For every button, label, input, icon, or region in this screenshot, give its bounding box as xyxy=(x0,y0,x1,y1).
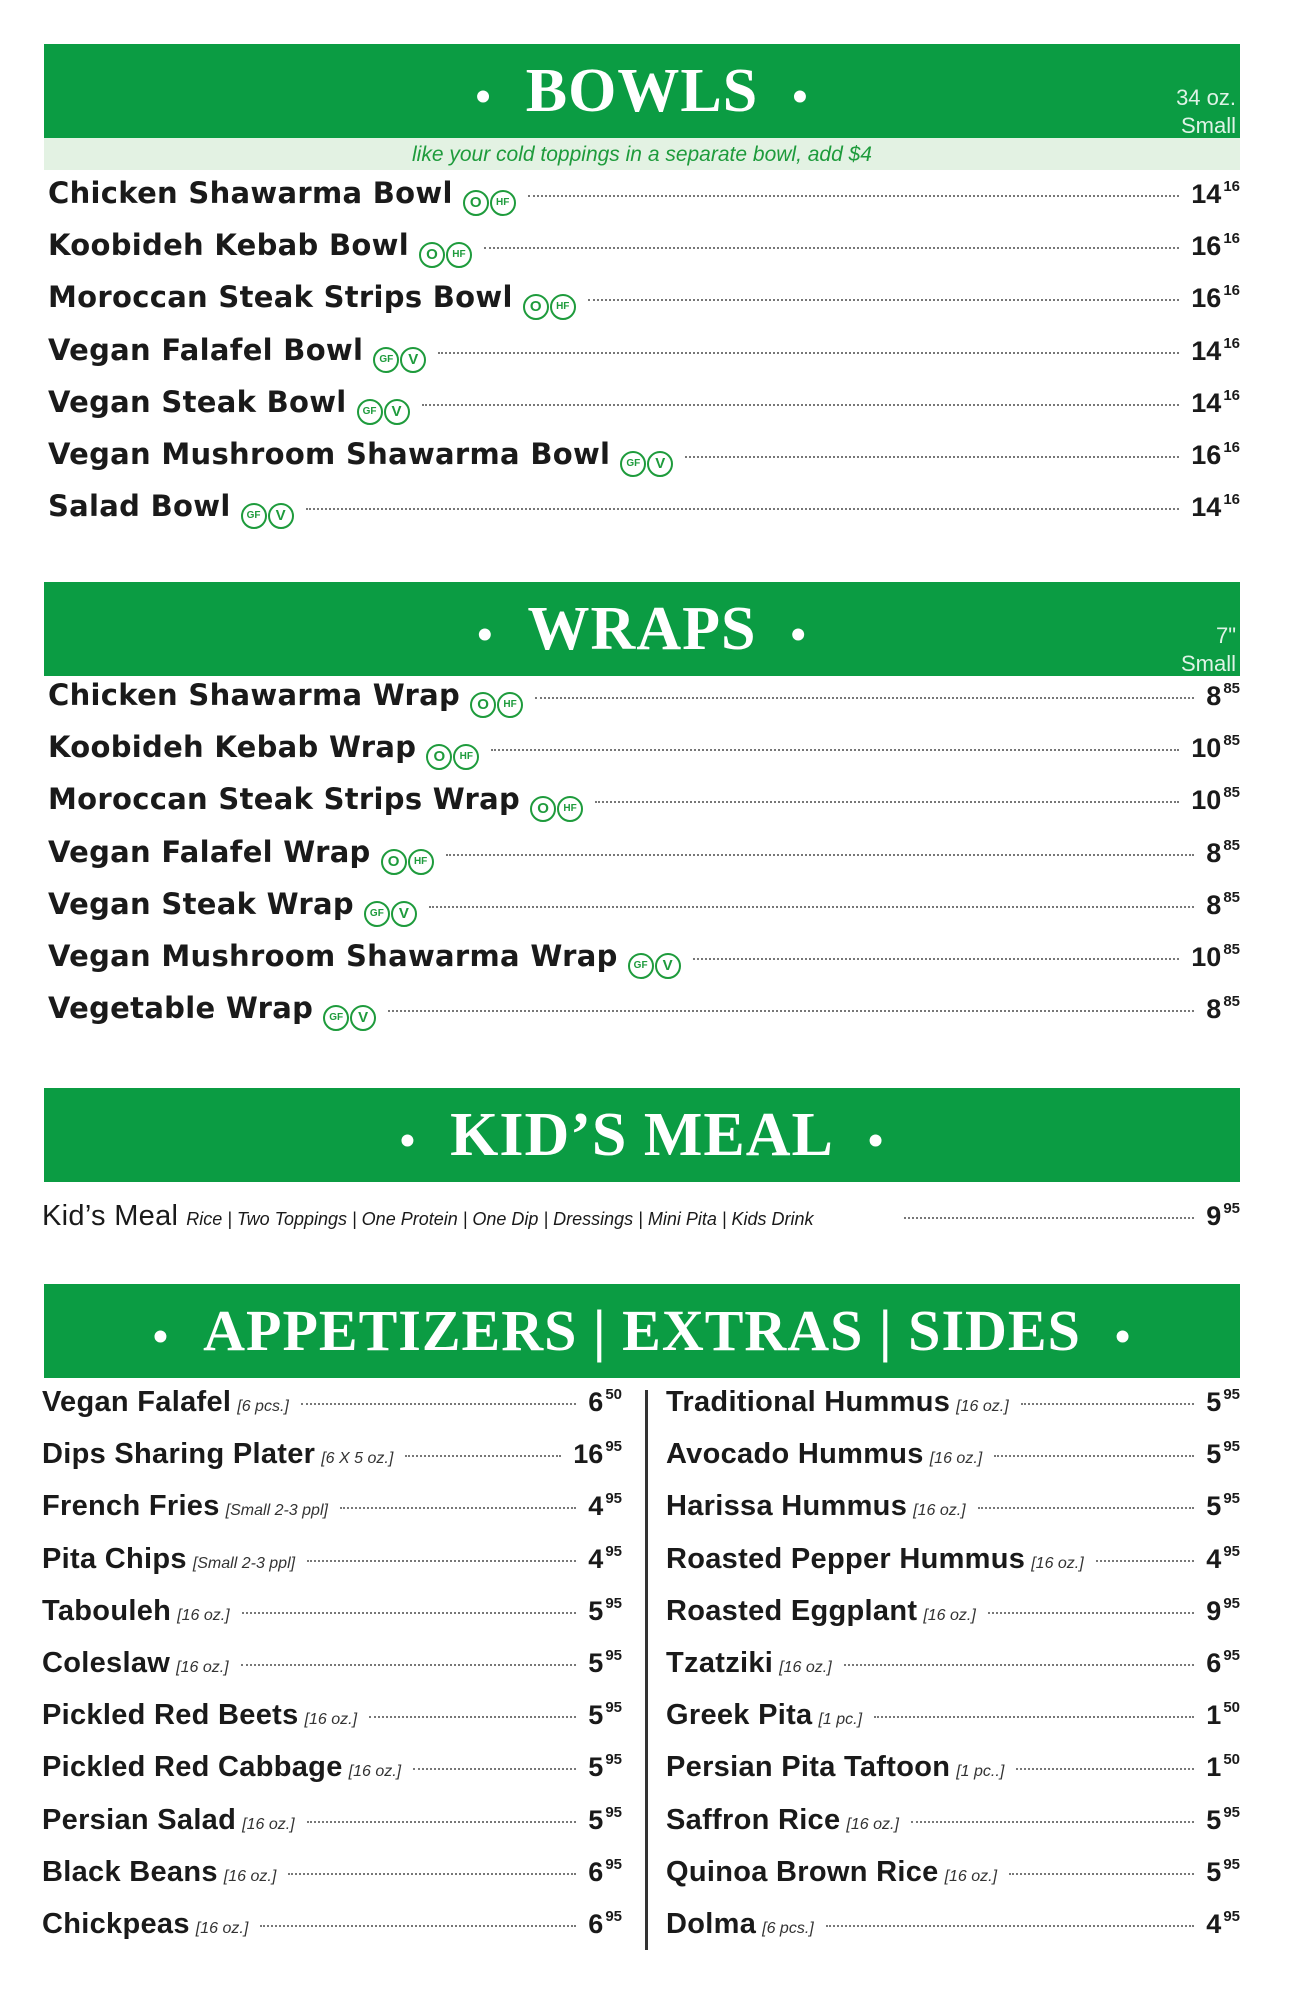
item-portion: [6 X 5 oz.] xyxy=(321,1450,394,1468)
item-price: 5 $^{95}$ xyxy=(1206,1803,1240,1835)
wrap-item xyxy=(48,678,1240,728)
item-price: 8 $^{85}$ xyxy=(1206,836,1240,868)
wrap-item xyxy=(48,730,1240,780)
gluten-free-icon: GF xyxy=(357,399,383,425)
leader-dots xyxy=(242,1612,577,1614)
item-portion: [16 oz.] xyxy=(779,1659,832,1676)
gluten-free-icon: GF xyxy=(241,503,267,529)
leader-dots xyxy=(438,352,1179,354)
diet-badges xyxy=(463,190,516,216)
wrap-item xyxy=(48,887,1240,937)
leader-dots xyxy=(978,1507,1195,1509)
diet-badges xyxy=(373,347,426,373)
item-name: Pickled Red Beets xyxy=(42,1699,299,1732)
diet-badges xyxy=(530,796,583,822)
bowl-item xyxy=(48,385,1240,435)
side-item xyxy=(666,1490,1240,1540)
item-name: Black Beans xyxy=(42,1855,218,1888)
leader-dots xyxy=(369,1716,576,1718)
vegan-icon: V xyxy=(647,451,673,477)
side-item xyxy=(666,1751,1240,1801)
item-name: Dips Sharing Plater xyxy=(42,1438,316,1471)
item-price: 4 $^{95}$ xyxy=(588,1490,622,1522)
item-name: Roasted Pepper Hummus xyxy=(666,1542,1026,1575)
bowl-item xyxy=(48,333,1240,383)
item-name: French Fries xyxy=(42,1490,220,1523)
item-price: 5 $^{95}$ xyxy=(1206,1855,1240,1887)
item-price: 8 $^{85}$ xyxy=(1206,680,1240,711)
leader-dots xyxy=(388,1010,1194,1012)
appetizer-item xyxy=(42,1699,622,1749)
item-price: 5 $^{95}$ xyxy=(588,1803,622,1835)
item-price: 5 $^{95}$ xyxy=(588,1647,622,1678)
item-portion: [6 pcs.] xyxy=(762,1920,814,1937)
organic-icon: O xyxy=(470,692,496,718)
item-portion: [16 oz.] xyxy=(304,1711,358,1729)
appetizer-item xyxy=(42,1908,622,1958)
item-price: 16 $^{16}$ xyxy=(1191,282,1240,314)
item-name: Koobideh Kebab Wrap xyxy=(48,730,417,765)
item-name: Persian Salad xyxy=(42,1803,237,1836)
item-name: Chicken Shawarma Wrap xyxy=(48,678,461,712)
appetizers-title: • APPETIZERS | EXTRAS | SIDES • xyxy=(152,1298,1132,1363)
item-price: 9 $^{95}$ xyxy=(1206,1594,1240,1626)
item-price: 14 $^{16}$ xyxy=(1191,386,1240,418)
bowl-item xyxy=(48,489,1240,539)
halal-icon: HF xyxy=(453,744,479,770)
item-price: 6 $^{50}$ xyxy=(588,1386,622,1417)
diet-badges xyxy=(523,294,576,320)
item-name: Coleslaw xyxy=(42,1647,171,1679)
vegan-icon: V xyxy=(384,399,410,425)
organic-icon: O xyxy=(426,744,452,770)
item-portion: [16 oz.] xyxy=(944,1867,998,1885)
item-price: 4 $^{95}$ xyxy=(1206,1908,1240,1939)
leader-dots xyxy=(429,906,1194,908)
leader-dots xyxy=(301,1403,576,1405)
leader-dots xyxy=(685,456,1179,458)
organic-icon: O xyxy=(523,294,549,320)
diet-badges xyxy=(357,399,410,425)
diet-badges xyxy=(381,849,434,875)
organic-icon: O xyxy=(419,242,445,268)
diet-badges xyxy=(419,242,472,268)
leader-dots xyxy=(1021,1403,1195,1405)
item-portion: [Small 2-3 ppl] xyxy=(192,1554,296,1572)
leader-dots xyxy=(491,749,1179,751)
item-price: 5 $^{95}$ xyxy=(588,1751,622,1783)
halal-icon: HF xyxy=(497,692,523,718)
item-name: Persian Pita Taftoon xyxy=(666,1751,951,1784)
kids-meal-price: 9 $^{95}$ xyxy=(1206,1200,1240,1231)
appetizer-item xyxy=(42,1490,622,1540)
item-portion: [16 oz.] xyxy=(223,1867,277,1885)
leader-dots xyxy=(307,1560,576,1562)
item-price: 14 $^{16}$ xyxy=(1191,491,1240,523)
wrap-item xyxy=(48,835,1240,885)
side-item xyxy=(666,1595,1240,1645)
appetizer-item xyxy=(42,1438,622,1488)
item-portion: [1 pc..] xyxy=(956,1763,1005,1781)
item-price: 10 $^{85}$ xyxy=(1191,941,1240,972)
item-portion: [16 oz.] xyxy=(913,1502,966,1520)
leader-dots xyxy=(422,404,1180,406)
item-name: Pita Chips xyxy=(42,1542,187,1575)
leader-dots xyxy=(988,1612,1194,1614)
leader-dots xyxy=(288,1873,576,1875)
item-name: Dolma xyxy=(666,1908,757,1940)
item-name: Vegetable Wrap xyxy=(48,991,314,1026)
leader-dots xyxy=(528,195,1180,197)
item-price: 4 $^{95}$ xyxy=(1206,1542,1240,1574)
leader-dots xyxy=(241,1664,577,1666)
item-name: Tzatziki xyxy=(666,1647,774,1679)
vegan-icon: V xyxy=(655,953,681,979)
item-portion: [Small 2-3 ppl] xyxy=(225,1502,328,1520)
leader-dots xyxy=(413,1768,576,1770)
item-name: Vegan Falafel xyxy=(42,1386,232,1418)
halal-icon: HF xyxy=(408,849,434,875)
item-name: Koobideh Kebab Bowl xyxy=(48,228,409,263)
item-price: 16 $^{95}$ xyxy=(573,1438,622,1470)
item-portion: [16 oz.] xyxy=(956,1398,1009,1415)
item-portion: [16 oz.] xyxy=(242,1815,295,1833)
leader-dots xyxy=(306,508,1180,510)
halal-icon: HF xyxy=(446,242,472,268)
item-price: 4 $^{95}$ xyxy=(588,1542,622,1574)
gluten-free-icon: GF xyxy=(628,953,654,979)
appetizer-item xyxy=(42,1856,622,1906)
item-name: Quinoa Brown Rice xyxy=(666,1855,939,1888)
item-name: Vegan Steak Wrap xyxy=(48,886,354,921)
wraps-banner xyxy=(44,582,1240,676)
item-name: Pickled Red Cabbage xyxy=(42,1751,343,1784)
item-name: Chicken Shawarma Bowl xyxy=(48,176,453,210)
item-name: Tabouleh xyxy=(42,1594,172,1627)
diet-badges xyxy=(364,901,417,927)
leader-dots xyxy=(484,247,1179,249)
item-name: Vegan Falafel Bowl xyxy=(48,332,364,367)
leader-dots xyxy=(1016,1768,1194,1770)
appetizer-item xyxy=(42,1804,622,1854)
bowl-item xyxy=(48,280,1240,330)
side-item xyxy=(666,1647,1240,1697)
bowls-banner xyxy=(44,44,1240,138)
leader-dots xyxy=(446,854,1195,856)
gluten-free-icon: GF xyxy=(364,901,390,927)
wrap-item xyxy=(48,991,1240,1041)
kids-meal-name: Kid’s Meal xyxy=(42,1200,179,1232)
item-name: Moroccan Steak Strips Wrap xyxy=(48,782,521,817)
kids-title: • KID’S MEAL • xyxy=(399,1101,885,1169)
diet-badges xyxy=(470,692,523,718)
side-item xyxy=(666,1543,1240,1593)
vegan-icon: V xyxy=(391,901,417,927)
item-price: 5 $^{95}$ xyxy=(588,1594,622,1626)
bowl-item xyxy=(48,228,1240,278)
leader-dots xyxy=(260,1925,576,1927)
item-price: 5 $^{95}$ xyxy=(1206,1438,1240,1470)
item-portion: [16 oz.] xyxy=(929,1450,983,1468)
item-portion: [16 oz.] xyxy=(846,1815,899,1833)
wrap-item xyxy=(48,939,1240,989)
item-price: 1 $^{50}$ xyxy=(1206,1699,1240,1731)
halal-icon: HF xyxy=(557,796,583,822)
item-price: 6 $^{95}$ xyxy=(588,1908,622,1939)
kids-banner xyxy=(44,1088,1240,1182)
item-price: 8 $^{85}$ xyxy=(1206,888,1240,920)
item-name: Salad Bowl xyxy=(48,489,231,524)
item-price: 16 $^{16}$ xyxy=(1191,439,1240,470)
diet-badges xyxy=(628,953,681,979)
gluten-free-icon: GF xyxy=(323,1005,349,1031)
leader-dots xyxy=(595,801,1179,803)
appetizer-item xyxy=(42,1386,622,1436)
leader-dots xyxy=(588,299,1180,301)
item-price: 5 $^{95}$ xyxy=(1206,1386,1240,1417)
item-portion: [16 oz.] xyxy=(176,1659,229,1676)
leader-dots xyxy=(307,1821,577,1823)
wraps-size: 7" Small xyxy=(1180,623,1236,676)
item-name: Vegan Falafel Wrap xyxy=(48,834,371,869)
item-price: 14 $^{16}$ xyxy=(1191,334,1240,366)
item-portion: [6 pcs.] xyxy=(237,1398,289,1415)
kids-meal-row xyxy=(42,1200,1240,1250)
kids-meal-desc: Rice | Two Toppings | One Protein | One Dip | Dressings | Mini Pita | Kids Drink xyxy=(186,1209,814,1229)
leader-dots xyxy=(911,1821,1194,1823)
item-portion: [16 oz.] xyxy=(177,1606,230,1624)
appetizer-item xyxy=(42,1751,622,1801)
side-item xyxy=(666,1856,1240,1906)
organic-icon: O xyxy=(463,190,489,216)
appetizers-banner xyxy=(44,1284,1240,1378)
leader-dots xyxy=(340,1507,576,1509)
leader-dots xyxy=(535,697,1194,699)
item-price: 10 $^{85}$ xyxy=(1191,732,1240,764)
diet-badges xyxy=(426,744,479,770)
item-price: 8 $^{85}$ xyxy=(1206,993,1240,1025)
halal-icon: HF xyxy=(490,190,516,216)
item-price: 6 $^{95}$ xyxy=(588,1855,622,1887)
item-price: 5 $^{95}$ xyxy=(1206,1490,1240,1522)
diet-badges xyxy=(241,503,294,529)
side-item xyxy=(666,1908,1240,1958)
item-name: Avocado Hummus xyxy=(666,1438,924,1471)
leader-dots xyxy=(844,1664,1195,1666)
bowls-title: • BOWLS • xyxy=(475,57,809,125)
item-name: Moroccan Steak Strips Bowl xyxy=(48,280,513,315)
leader-dots xyxy=(1096,1560,1195,1562)
item-price: 16 $^{16}$ xyxy=(1191,230,1240,262)
item-name: Traditional Hummus xyxy=(666,1386,951,1418)
item-price: 14 $^{16}$ xyxy=(1191,178,1240,209)
item-portion: [16 oz.] xyxy=(923,1606,976,1624)
organic-icon: O xyxy=(381,849,407,875)
item-name: Roasted Eggplant xyxy=(666,1594,918,1627)
leader-dots xyxy=(405,1455,561,1457)
organic-icon: O xyxy=(530,796,556,822)
item-price: 6 $^{95}$ xyxy=(1206,1647,1240,1678)
item-name: Greek Pita xyxy=(666,1699,813,1732)
item-name: Saffron Rice xyxy=(666,1803,841,1836)
gluten-free-icon: GF xyxy=(620,451,646,477)
gluten-free-icon: GF xyxy=(373,347,399,373)
appetizer-item xyxy=(42,1543,622,1593)
diet-badges xyxy=(323,1005,376,1031)
leader-dots xyxy=(1009,1873,1194,1875)
bowl-item xyxy=(48,437,1240,487)
side-item xyxy=(666,1386,1240,1436)
item-price: 10 $^{85}$ xyxy=(1191,784,1240,816)
side-item xyxy=(666,1804,1240,1854)
side-item xyxy=(666,1699,1240,1749)
item-name: Harissa Hummus xyxy=(666,1490,908,1523)
wrap-item xyxy=(48,782,1240,832)
leader-dots xyxy=(874,1716,1194,1718)
appetizer-item xyxy=(42,1647,622,1697)
vegan-icon: V xyxy=(350,1005,376,1031)
item-portion: [16 oz.] xyxy=(195,1920,249,1937)
diet-badges xyxy=(620,451,673,477)
item-portion: [16 oz.] xyxy=(348,1763,402,1781)
vegan-icon: V xyxy=(268,503,294,529)
item-name: Vegan Mushroom Shawarma Wrap xyxy=(48,939,618,973)
leader-dots xyxy=(904,1217,1195,1219)
leader-dots xyxy=(994,1455,1194,1457)
item-name: Vegan Steak Bowl xyxy=(48,384,347,419)
item-price: 5 $^{95}$ xyxy=(588,1699,622,1731)
appetizer-item xyxy=(42,1595,622,1645)
leader-dots xyxy=(693,958,1180,960)
item-portion: [16 oz.] xyxy=(1031,1554,1084,1572)
item-name: Vegan Mushroom Shawarma Bowl xyxy=(48,437,611,471)
vegan-icon: V xyxy=(400,347,426,373)
item-portion: [1 pc.] xyxy=(818,1711,863,1729)
wraps-title: • WRAPS • xyxy=(477,595,807,663)
halal-icon: HF xyxy=(550,294,576,320)
column-divider xyxy=(645,1390,648,1950)
bowls-note: like your cold toppings in a separate bowl, add $4 xyxy=(44,138,1240,170)
item-name: Chickpeas xyxy=(42,1908,190,1940)
side-item xyxy=(666,1438,1240,1488)
item-price: 1 $^{50}$ xyxy=(1206,1751,1240,1783)
bowl-item xyxy=(48,176,1240,226)
leader-dots xyxy=(826,1925,1195,1927)
bowls-size: 34 oz. Small xyxy=(1176,85,1236,138)
